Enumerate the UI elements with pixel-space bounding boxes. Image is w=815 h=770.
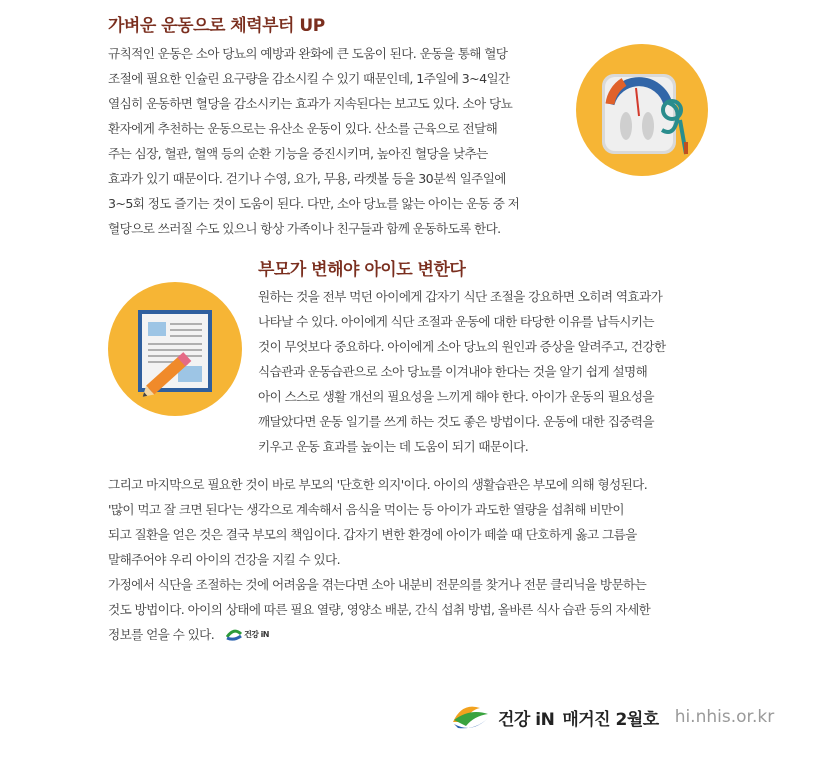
section1-body bbox=[108, 41, 560, 241]
section1-heading: 가벼운 운동으로 체력부터 UP bbox=[108, 16, 325, 36]
end-mark-logo bbox=[226, 622, 269, 647]
text-line: 되고 질환을 얻은 것은 결국 부모의 책임이다. 갑자기 변한 환경에 아이가 떼쓸 때 단호하게 옳고 그름을 bbox=[108, 527, 637, 542]
section2-heading: 부모가 변해야 아이도 변한다 bbox=[258, 260, 466, 280]
text-line: 키우고 운동 효과를 높이는 데 도움이 되기 때문이다. bbox=[258, 439, 529, 454]
text-line: '많이 먹고 잘 크면 된다'는 생각으로 계속해서 음식을 먹이는 등 아이가 과도한 열량을 섭취해 비만이 bbox=[108, 502, 624, 517]
brand-name: 건강 iN bbox=[498, 709, 555, 730]
end-mark-text: 건강 iN bbox=[244, 630, 269, 639]
website-url[interactable]: hi.nhis.or.kr bbox=[674, 707, 775, 727]
text-line: 것도 방법이다. 아이의 상태에 따른 필요 열량, 영양소 배분, 간식 섭취 방법, 올바른 식사 습관 등의 자세한 bbox=[108, 602, 651, 617]
text-line: 열심히 운동하면 혈당을 감소시키는 효과가 지속된다는 보고도 있다. 소아 당뇨 bbox=[108, 96, 513, 111]
text-line: 혈당으로 쓰러질 수도 있으니 항상 가족이나 친구들과 함께 운동하도록 한다. bbox=[108, 221, 501, 236]
text-line: 말해주어야 우리 아이의 건강을 지킬 수 있다. bbox=[108, 552, 341, 567]
text-line: 규칙적인 운동은 소아 당뇨의 예방과 완화에 큰 도움이 된다. 운동을 통해 혈당 bbox=[108, 46, 508, 61]
text-line: 원하는 것을 전부 먹던 아이에게 갑자기 식단 조절을 강요하면 오히려 역효과가 bbox=[258, 289, 663, 304]
text-line: 가정에서 식단을 조절하는 것에 어려움을 겪는다면 소아 내분비 전문의를 찾거나 전문 클리닉을 방문하는 bbox=[108, 577, 647, 592]
text-line: 것이 무엇보다 중요하다. 아이에게 소아 당뇨의 원인과 증상을 알려주고, 건강한 bbox=[258, 339, 666, 354]
text-line: 식습관과 운동습관으로 소아 당뇨를 이겨내야 한다는 것을 알기 쉽게 설명해 bbox=[258, 364, 648, 379]
text-line: 환자에게 추천하는 운동으로는 유산소 운동이 있다. 산소를 근육으로 전달해 bbox=[108, 121, 498, 136]
last-line-text: 정보를 얻을 수 있다. bbox=[108, 627, 215, 642]
text-line: 3~5회 정도 즐기는 것이 도움이 된다. 다만, 소아 당뇨를 앓는 아이는 운동 중 저 bbox=[108, 196, 520, 211]
blood-pressure-monitor-icon bbox=[576, 44, 708, 176]
notebook-pencil-icon bbox=[108, 282, 242, 416]
health-in-logo-icon bbox=[450, 702, 490, 732]
text-line: 깨달았다면 운동 일기를 쓰게 하는 것도 좋은 방법이다. 운동에 대한 집중력을 bbox=[258, 414, 654, 429]
section2-body bbox=[258, 284, 708, 459]
text-line: 아이 스스로 생활 개선의 필요성을 느끼게 해야 한다. 아이가 운동의 필요성을 bbox=[258, 389, 654, 404]
text-line: 주는 심장, 혈관, 혈액 등의 순환 기능을 증진시키며, 높아진 혈당을 낮추는 bbox=[108, 146, 488, 161]
footer bbox=[450, 700, 774, 734]
text-line: 나타날 수 있다. 아이에게 식단 조절과 운동에 대한 타당한 이유를 납득시키는 bbox=[258, 314, 654, 329]
issue-label: 매거진 2월호 bbox=[562, 709, 659, 730]
section3-body bbox=[108, 472, 710, 647]
text-line: 효과가 있기 때문이다. 걷기나 수영, 요가, 무용, 라켓볼 등을 30분씩 일주일에 bbox=[108, 171, 506, 186]
text-line: 조절에 필요한 인슐린 요구량을 감소시킬 수 있기 때문인데, 1주일에 3~4일간 bbox=[108, 71, 510, 86]
health-in-logo-icon bbox=[226, 629, 242, 641]
text-line: 그리고 마지막으로 필요한 것이 바로 부모의 '단호한 의지'이다. 아이의 생활습관은 부모에 의해 형성된다. bbox=[108, 477, 648, 492]
text-line bbox=[108, 622, 710, 647]
